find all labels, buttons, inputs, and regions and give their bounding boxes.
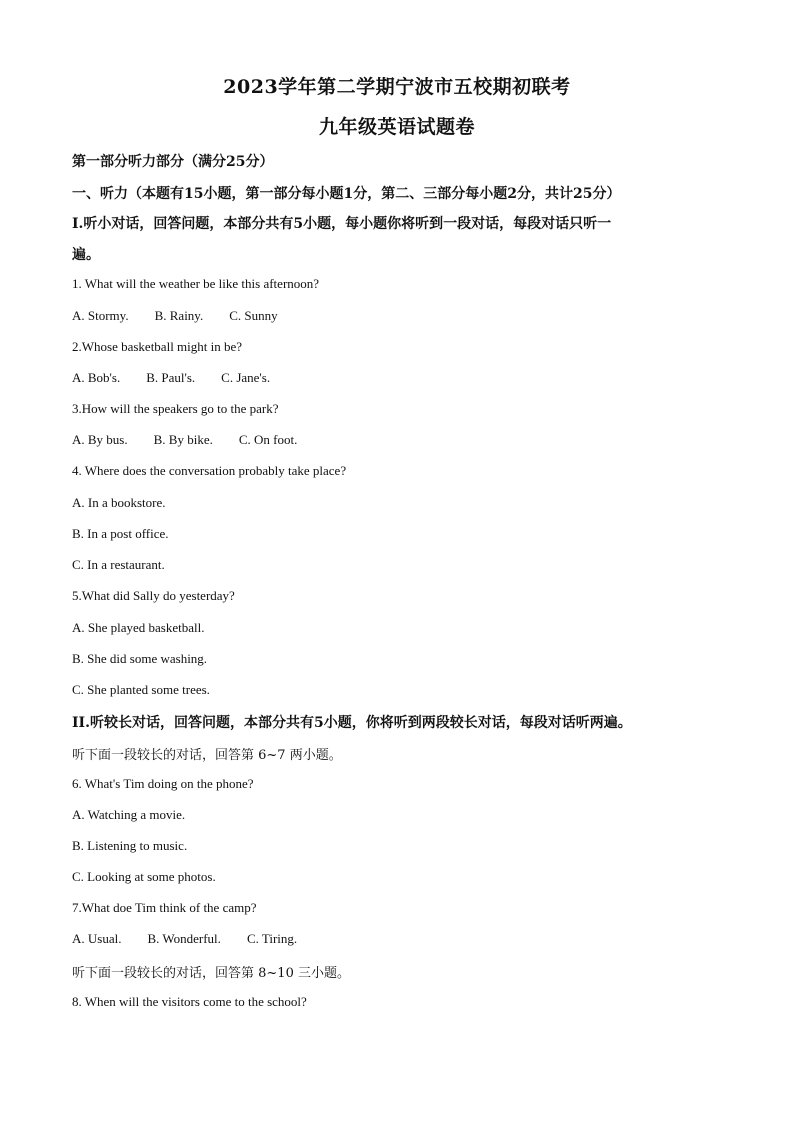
question-3-options — [72, 432, 297, 448]
exam-title: 2023学年第二学期宁波市五校期初联考 — [223, 76, 571, 98]
option-a: A. Usual. — [72, 931, 122, 946]
question-3: 3.How will the speakers go to the park? — [72, 401, 279, 416]
question-8: 8. When will the visitors come to the school? — [72, 994, 307, 1009]
question-6: 6. What's Tim doing on the phone? — [72, 776, 254, 791]
option-c: C. Jane's. — [221, 370, 271, 385]
question-2: 2.Whose basketball might in be? — [72, 339, 243, 354]
option-b: B. Wonderful. — [147, 931, 221, 946]
question-1-options — [72, 308, 278, 324]
exam-subtitle: 九年级英语试题卷 — [318, 116, 475, 138]
question-6-option-b: B. Listening to music. — [72, 838, 188, 853]
section2-instruction: II.听较长对话，回答问题，本部分共有5小题，你将听到两段较长对话，每段对话听两遍。 — [72, 715, 632, 731]
question-5-option-b: B. She did some washing. — [72, 651, 208, 666]
question-4-option-b: B. In a post office. — [72, 526, 169, 541]
dialog2-note: 听下面一段较长的对话，回答第 8~10 三小题。 — [72, 966, 350, 981]
option-b: B. Rainy. — [154, 308, 204, 323]
listening-section-heading: 一、听力（本题有15小题，第一部分每小题1分，第二、三部分每小题2分，共计25分） — [72, 186, 621, 202]
option-a: A. Bob's. — [72, 370, 121, 385]
section1-instruction-cont: 遍。 — [72, 247, 100, 263]
option-b: B. By bike. — [153, 432, 213, 447]
question-5: 5.What did Sally do yesterday? — [72, 588, 235, 603]
question-6-option-a: A. Watching a movie. — [72, 807, 186, 822]
question-7-options — [72, 931, 297, 947]
question-2-options — [72, 370, 270, 386]
option-b: B. Paul's. — [146, 370, 196, 385]
option-c: C. Sunny — [229, 308, 278, 323]
option-a: A. Stormy. — [72, 308, 129, 323]
option-a: A. By bus. — [72, 432, 128, 447]
question-1: 1. What will the weather be like this afternoon? — [72, 276, 320, 291]
option-c: C. Tiring. — [246, 931, 298, 946]
question-4: 4. Where does the conversation probably take place? — [72, 463, 347, 478]
dialog1-note: 听下面一段较长的对话，回答第 6~7 两小题。 — [72, 748, 342, 763]
question-5-option-c: C. She planted some trees. — [72, 682, 210, 697]
question-5-option-a: A. She played basketball. — [72, 620, 205, 635]
option-c: C. On foot. — [238, 432, 298, 447]
question-7: 7.What doe Tim think of the camp? — [72, 900, 257, 915]
question-4-option-a: A. In a bookstore. — [72, 495, 166, 510]
question-4-option-c: C. In a restaurant. — [72, 557, 165, 572]
part-one-heading: 第一部分听力部分（满分25分） — [72, 154, 274, 170]
section1-instruction: I.听小对话，回答问题，本部分共有5小题，每小题你将听到一段对话，每段对话只听一 — [72, 216, 612, 232]
question-6-option-c: C. Looking at some photos. — [72, 869, 216, 884]
